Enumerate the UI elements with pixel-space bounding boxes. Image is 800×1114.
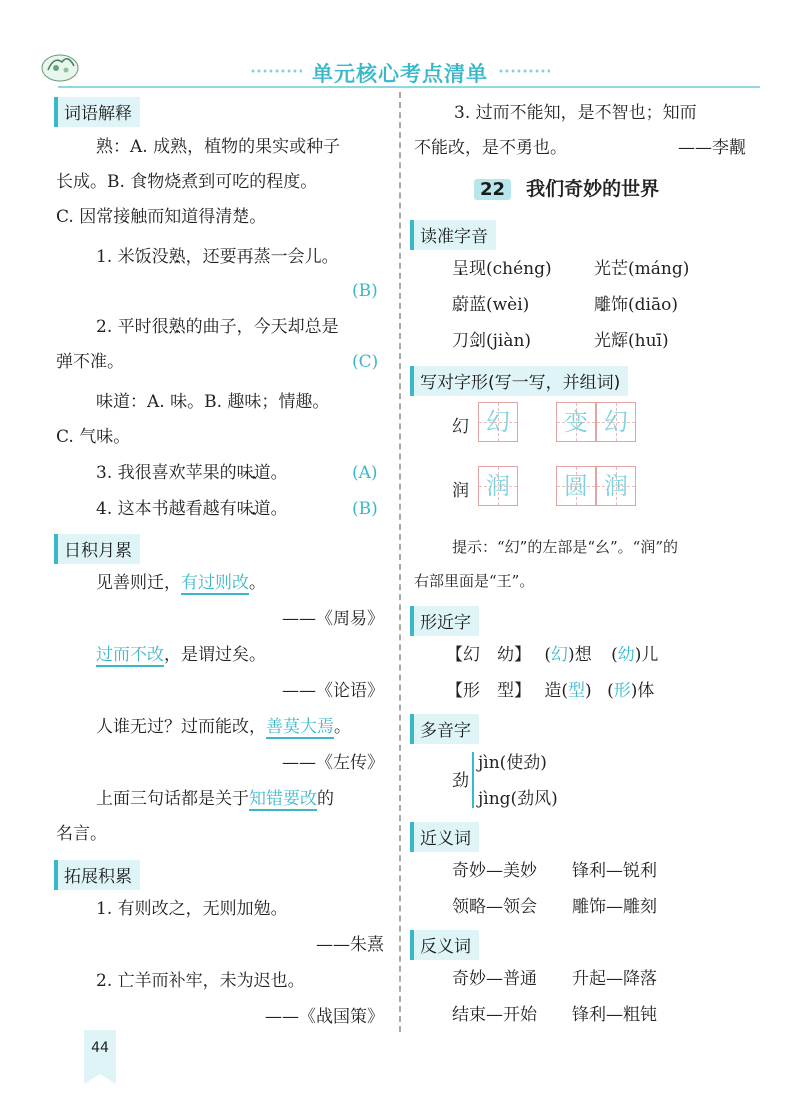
write-char: 幻: [452, 417, 469, 437]
answer: 型: [568, 681, 586, 701]
text: 上面三句话都是关于: [96, 789, 249, 809]
key-word: 熟: [168, 247, 186, 267]
column-divider: [399, 92, 401, 1032]
char: 剑: [469, 331, 486, 351]
box-char: 润: [486, 472, 510, 500]
pinyin-item: [594, 324, 669, 359]
key-word: 味道: [236, 499, 271, 519]
answer-2: (C): [352, 352, 379, 372]
q-text: ，还要再蒸一会儿。: [185, 247, 339, 267]
pinyin: (máng): [628, 259, 690, 279]
section-title: 多音字: [410, 714, 479, 744]
question-3: [96, 456, 288, 491]
header-rule: [58, 86, 760, 88]
section-similar: [410, 606, 479, 636]
poly-char: 劲: [452, 771, 469, 791]
question-4: [96, 492, 288, 527]
q-text: 的曲子，今天却总是: [185, 317, 339, 337]
q-text: 。: [270, 499, 288, 519]
source: ——《论语》: [282, 681, 384, 701]
key-word: 味道: [236, 463, 271, 483]
text-line: [96, 782, 334, 817]
box-char: 幻: [604, 408, 628, 436]
writing-box: [596, 466, 636, 506]
text: 的: [317, 789, 334, 809]
char: 蔚: [452, 295, 469, 315]
text-line: C. 因常接触而知道得清楚。: [56, 207, 267, 227]
section-title: 形近字: [410, 606, 479, 636]
text-line: 不能改，是不勇也。: [414, 138, 567, 158]
box-char: 润: [604, 472, 628, 500]
text: 。: [249, 573, 266, 593]
pinyin-item: [452, 252, 552, 287]
writing-box: [478, 466, 518, 506]
tip-line: 提示：“幻”的左部是“幺”。“润”的: [452, 538, 679, 556]
word-pair: 雕饰—雕刻: [572, 897, 657, 917]
section-extend: [54, 860, 140, 890]
answer: 过而不改: [96, 645, 164, 665]
section-polyphone: [410, 714, 479, 744]
text: 想: [574, 645, 592, 665]
char: 芒: [611, 259, 628, 279]
text-line: 长成。B. 食物烧煮到可吃的程度。: [56, 172, 318, 192]
q-text: 4. 这本书越看越有: [96, 499, 237, 519]
source: ——李觏: [678, 138, 746, 158]
brace-line: [472, 752, 474, 808]
section-synonym: [410, 822, 479, 852]
answer: 有过则改: [181, 573, 249, 593]
source: ——朱熹: [316, 935, 384, 955]
text-line: 2. 亡羊而补牢，未为迟也。: [96, 971, 305, 991]
pinyin: (wèi): [486, 295, 530, 315]
char: 光: [594, 331, 611, 351]
pinyin: (huī): [628, 331, 669, 351]
poly-reading: jìn(使劲): [478, 753, 547, 773]
pinyin-item: [594, 288, 678, 323]
text-line: [96, 710, 351, 745]
section-title: 读准字音: [410, 220, 496, 250]
section-antonym: [410, 930, 479, 960]
text-line: 3. 过而不能知，是不智也；知而: [454, 103, 697, 123]
question-1: [96, 240, 339, 275]
source: ——《左传》: [282, 753, 384, 773]
text: 体: [637, 681, 655, 701]
key-word: 熟: [168, 317, 186, 337]
page-header-title: 单元核心考点清单: [312, 62, 488, 86]
char: 呈: [452, 259, 469, 279]
section-pronounce: [410, 220, 496, 250]
section-title: 反义词: [410, 930, 479, 960]
pair: 【形 型】: [446, 681, 531, 701]
pinyin: (chéng): [486, 259, 552, 279]
text-line: [96, 638, 266, 673]
char: 蓝: [469, 295, 486, 315]
answer: 形: [613, 681, 631, 701]
answer-4: (B): [352, 499, 378, 519]
word-pair: 奇妙—美妙: [452, 861, 537, 881]
pinyin: (jiàn): [486, 331, 532, 351]
text: 儿: [641, 645, 659, 665]
writing-box: [556, 402, 596, 442]
writing-box: [478, 402, 518, 442]
text: ，是谓过矣。: [164, 645, 266, 665]
text-line: 弹不准。: [56, 352, 124, 372]
answer: 幻: [551, 645, 569, 665]
source: ——《战国策》: [265, 1007, 384, 1027]
char: 刀: [452, 331, 469, 351]
source: ——《周易》: [282, 609, 384, 629]
char: 饰: [611, 295, 628, 315]
q-text: 2. 平时很: [96, 317, 169, 337]
q-text: 。: [270, 463, 288, 483]
text-line: 味道：A. 味。B. 趣味；情趣。: [96, 392, 330, 412]
pinyin-item: [594, 252, 689, 287]
word-pair: 升起—降落: [572, 969, 657, 989]
text: 造: [544, 681, 562, 701]
lesson-number: 22: [474, 179, 511, 200]
answer: 知错要改: [249, 789, 317, 809]
lesson-title: 我们奇妙的世界: [526, 178, 660, 200]
section-write: [410, 366, 628, 396]
box-char: 圆: [564, 472, 588, 500]
writing-box: [596, 402, 636, 442]
text: 。: [334, 717, 351, 737]
text-line: 1. 有则改之，无则加勉。: [96, 899, 288, 919]
text-line: 名言。: [56, 824, 107, 844]
header-dots-right: [498, 69, 550, 73]
text-line: [96, 566, 266, 601]
section-title: 词语解释: [54, 97, 140, 127]
section-title: 拓展积累: [54, 860, 140, 890]
writing-box: [556, 466, 596, 506]
poly-reading: jìng(劲风): [478, 789, 558, 809]
text: 见善则迁，: [96, 573, 181, 593]
answer: 善莫大焉: [266, 717, 334, 737]
page-number-tab: [84, 1030, 116, 1074]
answer: 幼: [617, 645, 635, 665]
text-line: C. 气味。: [56, 427, 131, 447]
word-pair: 锋利—粗钝: [572, 1005, 657, 1025]
q-text: 3. 我很喜欢苹果的: [96, 463, 237, 483]
q-text: 1. 米饭没: [96, 247, 169, 267]
word-pair: 领略—领会: [452, 897, 537, 917]
tip-line: 右部里面是“王”。: [414, 572, 535, 590]
section-title: 近义词: [410, 822, 479, 852]
question-2: [96, 310, 339, 345]
box-char: 幻: [486, 408, 510, 436]
section-title: 日积月累: [54, 534, 140, 564]
box-char: 变: [564, 408, 588, 436]
pair: 【幻 幼】: [446, 645, 531, 665]
word-pair: 结束—开始: [452, 1005, 537, 1025]
write-char: 润: [452, 481, 469, 501]
answer-3: (A): [352, 463, 378, 483]
text: 人谁无过？过而能改，: [96, 717, 266, 737]
page-number: 44: [91, 1040, 109, 1056]
char: 现: [469, 259, 486, 279]
section-word-explain: [54, 97, 140, 127]
answer-1: (B): [352, 281, 378, 301]
pinyin-item: [452, 288, 529, 323]
section-title: 写对字形(写一写，并组词): [410, 366, 628, 396]
similar-row: 【形 型】 造(型) (形)体: [446, 681, 655, 701]
similar-row: 【幻 幼】 (幻)想 (幼)儿: [446, 645, 659, 665]
pinyin-item: [452, 324, 531, 359]
word-pair: 锋利—锐利: [572, 861, 657, 881]
text-line: 熟：A. 成熟，植物的果实或种子: [96, 137, 341, 157]
char: 雕: [594, 295, 611, 315]
pinyin: (diāo): [628, 295, 678, 315]
word-pair: 奇妙—普通: [452, 969, 537, 989]
char: 辉: [611, 331, 628, 351]
section-daily: [54, 534, 140, 564]
char: 光: [594, 259, 611, 279]
